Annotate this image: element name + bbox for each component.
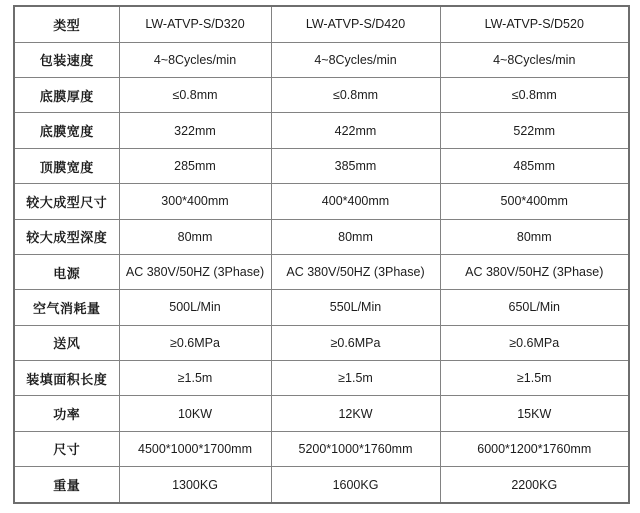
row-label-cell: 类型: [14, 6, 119, 42]
table-row: [14, 148, 629, 183]
row-label-cell: 顶膜宽度: [14, 148, 119, 183]
value-cell: 522mm: [440, 113, 629, 148]
value-cell: AC 380V/50HZ (3Phase): [271, 254, 440, 289]
table-row: [14, 219, 629, 254]
value-cell: 4500*1000*1700mm: [119, 431, 271, 466]
value-cell: 550L/Min: [271, 290, 440, 325]
table-row: [14, 78, 629, 113]
table-row: [14, 6, 629, 42]
row-label-cell: 重量: [14, 467, 119, 503]
value-cell: 1600KG: [271, 467, 440, 503]
value-cell: 5200*1000*1760mm: [271, 431, 440, 466]
value-cell: 6000*1200*1760mm: [440, 431, 629, 466]
spec-table-body: [14, 6, 629, 503]
table-row: [14, 42, 629, 77]
table-row: [14, 325, 629, 360]
value-cell: 4~8Cycles/min: [440, 42, 629, 77]
row-label-cell: 较大成型深度: [14, 219, 119, 254]
row-label-cell: 底膜厚度: [14, 78, 119, 113]
table-row: [14, 254, 629, 289]
row-label-cell: 送风: [14, 325, 119, 360]
value-cell: ≥1.5m: [119, 360, 271, 395]
table-row: [14, 290, 629, 325]
value-cell: 80mm: [119, 219, 271, 254]
value-cell: 422mm: [271, 113, 440, 148]
value-cell: 2200KG: [440, 467, 629, 503]
value-cell: LW-ATVP-S/D520: [440, 6, 629, 42]
value-cell: ≥0.6MPa: [119, 325, 271, 360]
value-cell: 1300KG: [119, 467, 271, 503]
row-label-cell: 装填面积长度: [14, 360, 119, 395]
row-label-cell: 空气消耗量: [14, 290, 119, 325]
value-cell: 322mm: [119, 113, 271, 148]
value-cell: LW-ATVP-S/D420: [271, 6, 440, 42]
table-row: [14, 360, 629, 395]
value-cell: 80mm: [271, 219, 440, 254]
row-label-cell: 底膜宽度: [14, 113, 119, 148]
table-row: [14, 184, 629, 219]
value-cell: 15KW: [440, 396, 629, 431]
value-cell: AC 380V/50HZ (3Phase): [440, 254, 629, 289]
value-cell: 80mm: [440, 219, 629, 254]
row-label-cell: 包装速度: [14, 42, 119, 77]
value-cell: ≥1.5m: [440, 360, 629, 395]
value-cell: AC 380V/50HZ (3Phase): [119, 254, 271, 289]
value-cell: 12KW: [271, 396, 440, 431]
value-cell: ≥0.6MPa: [440, 325, 629, 360]
value-cell: 400*400mm: [271, 184, 440, 219]
value-cell: ≤0.8mm: [119, 78, 271, 113]
row-label-cell: 较大成型尺寸: [14, 184, 119, 219]
row-label-cell: 电源: [14, 254, 119, 289]
table-row: [14, 396, 629, 431]
value-cell: 650L/Min: [440, 290, 629, 325]
value-cell: 300*400mm: [119, 184, 271, 219]
value-cell: ≤0.8mm: [271, 78, 440, 113]
value-cell: 4~8Cycles/min: [271, 42, 440, 77]
table-row: [14, 113, 629, 148]
value-cell: ≥0.6MPa: [271, 325, 440, 360]
value-cell: 10KW: [119, 396, 271, 431]
value-cell: ≤0.8mm: [440, 78, 629, 113]
value-cell: 500*400mm: [440, 184, 629, 219]
row-label-cell: 尺寸: [14, 431, 119, 466]
value-cell: LW-ATVP-S/D320: [119, 6, 271, 42]
value-cell: ≥1.5m: [271, 360, 440, 395]
value-cell: 285mm: [119, 148, 271, 183]
value-cell: 4~8Cycles/min: [119, 42, 271, 77]
spec-table: [13, 5, 630, 504]
value-cell: 500L/Min: [119, 290, 271, 325]
table-row: [14, 467, 629, 503]
value-cell: 485mm: [440, 148, 629, 183]
value-cell: 385mm: [271, 148, 440, 183]
table-row: [14, 431, 629, 466]
row-label-cell: 功率: [14, 396, 119, 431]
